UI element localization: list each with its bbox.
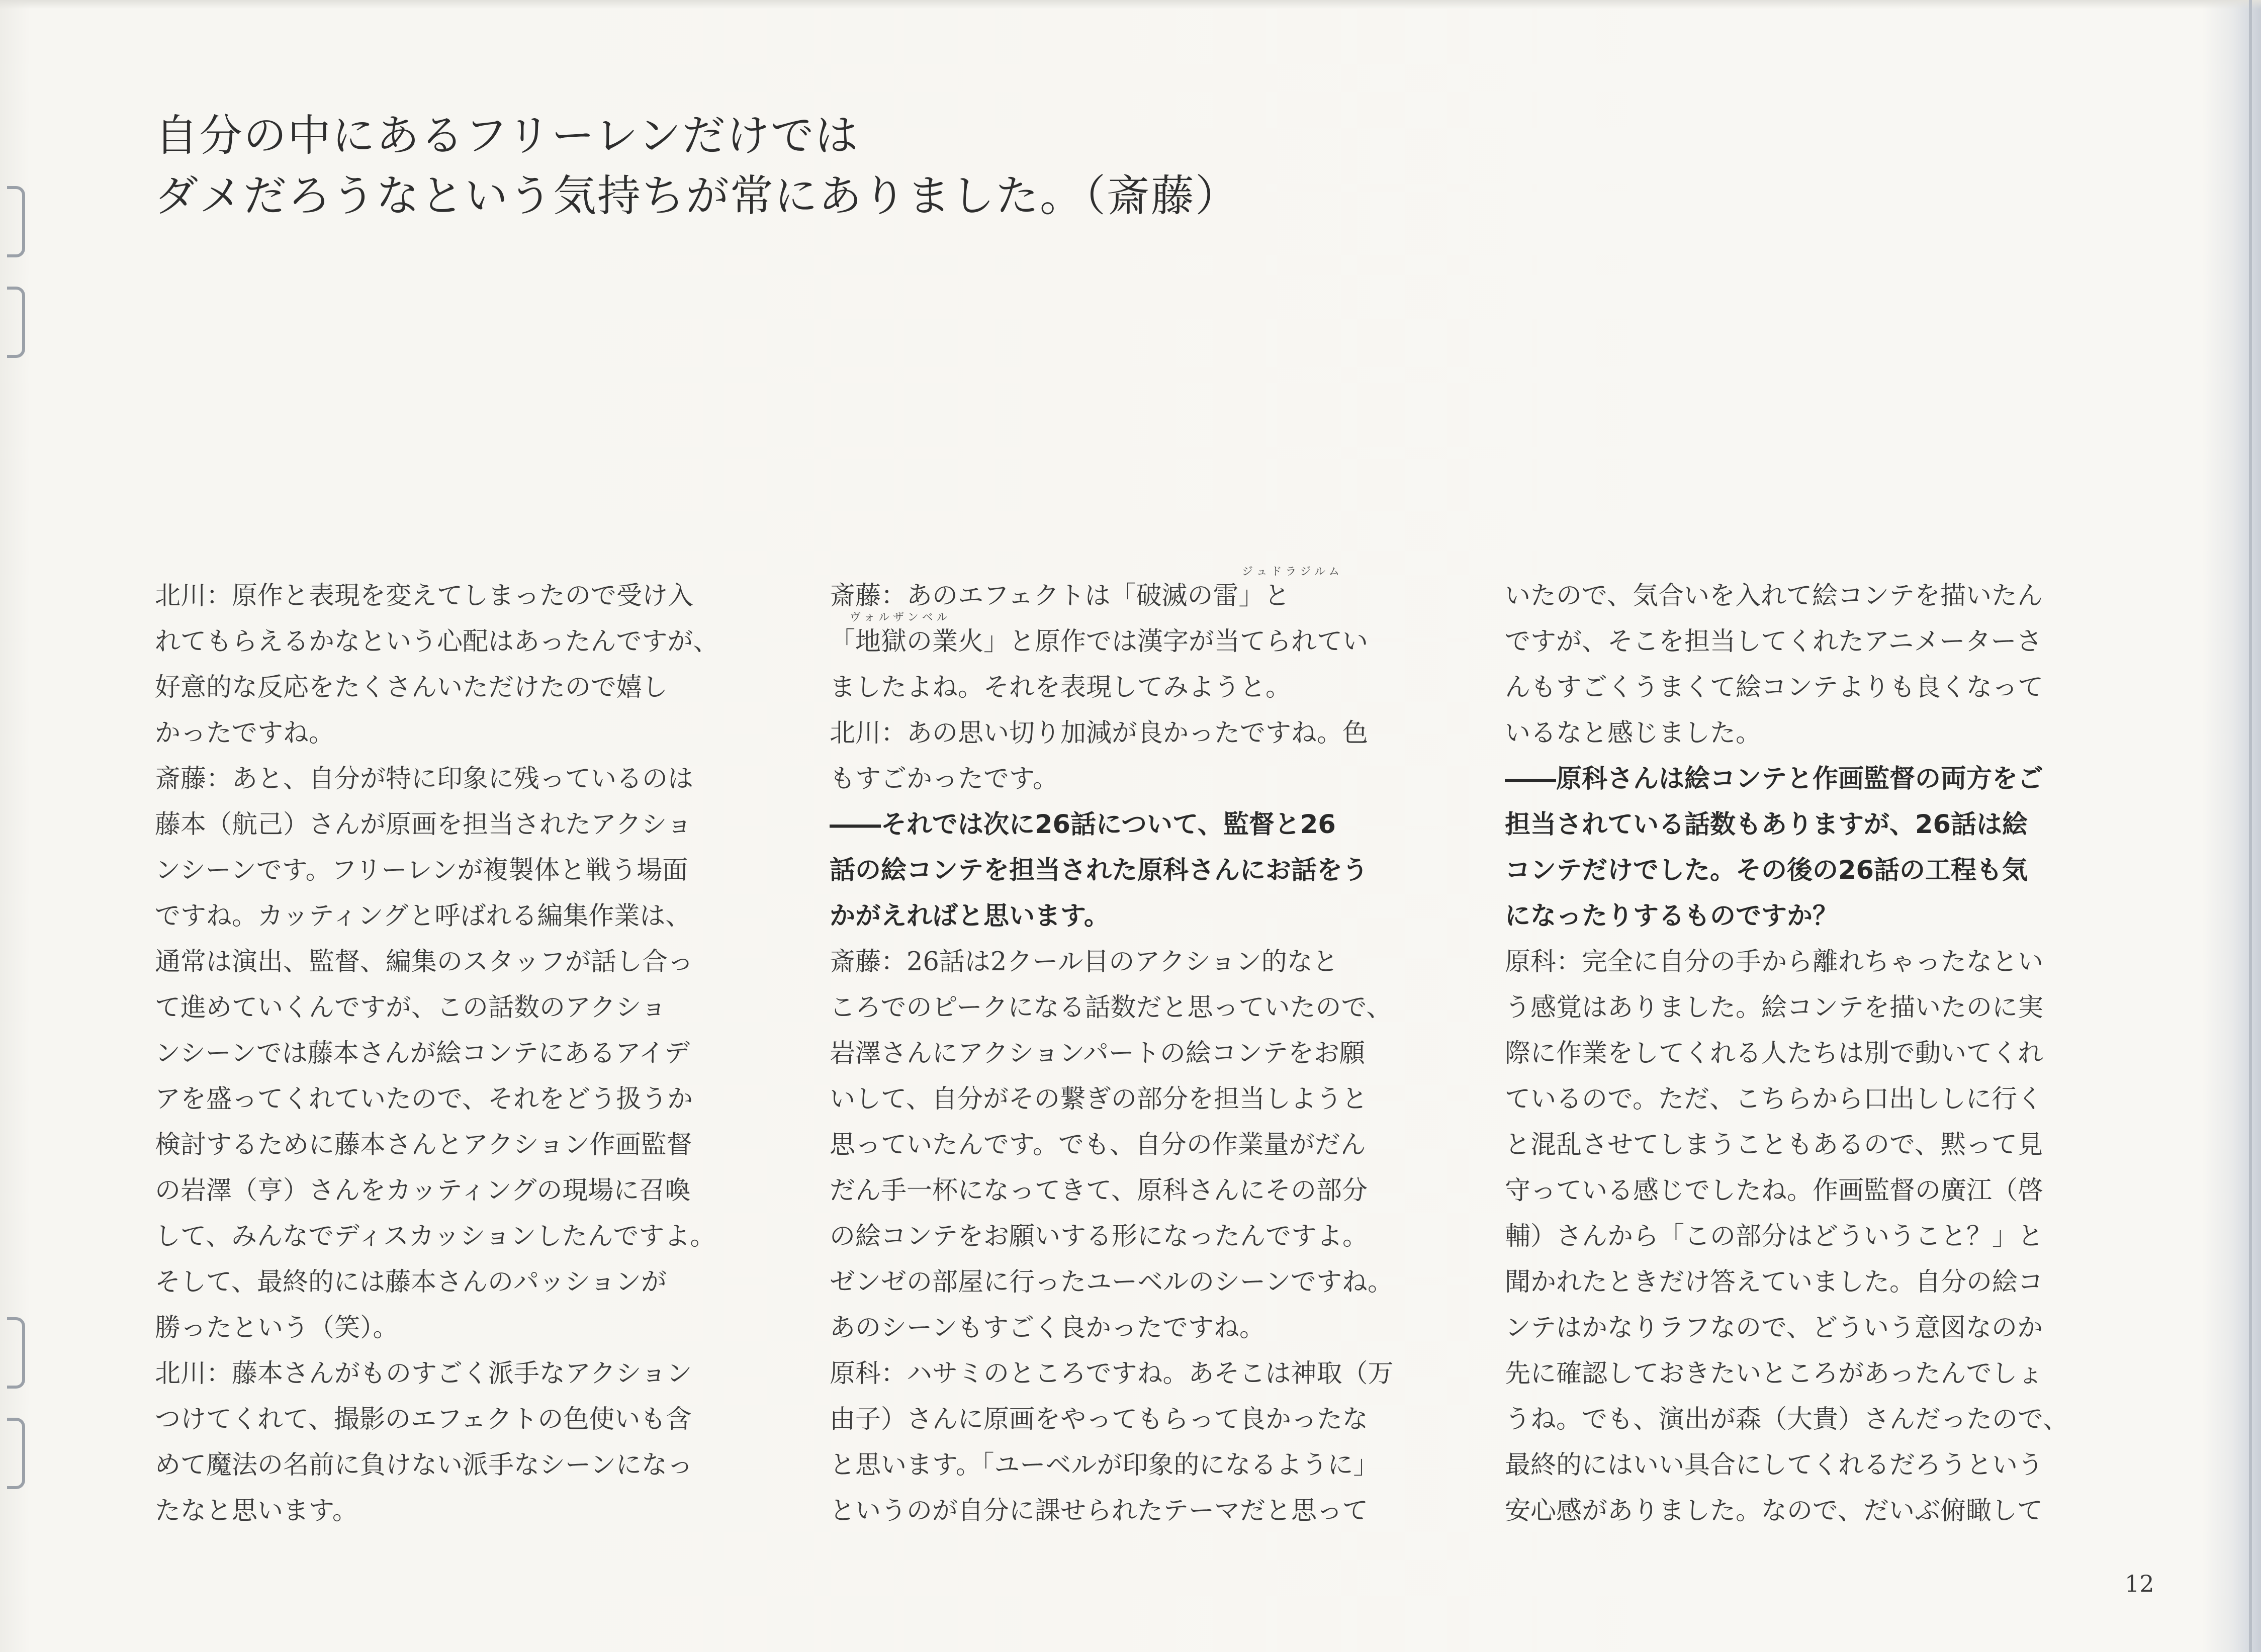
body-text-line: の岩澤（亨）さんをカッティングの現場に召喚 xyxy=(155,1176,691,1206)
interviewer-question-line: になったりするものですか？ xyxy=(1505,901,1839,931)
body-column-3 xyxy=(1505,573,2163,1534)
body-text-line: 「地獄の業火」と原作では漢字が当てられてい xyxy=(830,627,1369,657)
body-text-line: 思っていたんです。でも、自分の作業量がだん xyxy=(830,1130,1366,1160)
body-text-line: だん手一杯になってきて、原科さんにその部分 xyxy=(830,1176,1368,1206)
interviewer-question-line: ――原科さんは絵コンテと作画監督の両方をご xyxy=(1505,764,2044,794)
body-column-2 xyxy=(830,566,1488,1534)
body-text-line: 原科：ハサミのところですね。あそこは神取（万 xyxy=(830,1359,1394,1389)
body-text-line: ですね。カッティングと呼ばれる編集作業は、 xyxy=(155,901,691,931)
interviewer-question-line: 話の絵コンテを担当された原科さんにお話をう xyxy=(830,856,1369,885)
body-text-line: 北川：原作と表現を変えてしまったので受け入 xyxy=(155,581,694,611)
binding-staple-1 xyxy=(7,186,25,257)
body-text-line: んもすごくうまくて絵コンテよりも良くなって xyxy=(1505,673,2044,702)
body-text-line: して、みんなでディスカッションしたんですよ。 xyxy=(155,1222,716,1251)
headline-line-2: ダメだろうなという気持ちが常にありました。（斎藤） xyxy=(155,171,1239,221)
body-text-line: ンシーンです。フリーレンが複製体と戦う場面 xyxy=(155,856,688,885)
body-text-line: 勝ったという（笑）。 xyxy=(155,1313,399,1343)
body-text-line: 通常は演出、監督、編集のスタッフが話し合っ xyxy=(155,947,694,977)
body-text-line: というのが自分に課せられたテーマだと思って xyxy=(830,1496,1369,1526)
binding-staple-4 xyxy=(7,1418,25,1489)
interviewer-question-line: コンテだけでした。その後の26話の工程も気 xyxy=(1505,856,2028,885)
body-text-line: 斎藤：あと、自分が特に印象に残っているのは xyxy=(155,764,694,794)
body-text-line: そして、最終的には藤本さんのパッションが xyxy=(155,1267,667,1297)
body-text-line: 好意的な反応をたくさんいただけたので嬉し xyxy=(155,673,668,702)
body-text-line: 際に作業をしてくれる人たちは別で動いてくれ xyxy=(1505,1039,2044,1068)
body-text-line: たなと思います。 xyxy=(155,1496,358,1526)
body-text-line: ンシーンでは藤本さんが絵コンテにあるアイデ xyxy=(155,1039,690,1068)
body-text-line: れてもらえるかなという心配はあったんですが、 xyxy=(155,627,719,657)
body-text-line: ですが、そこを担当してくれたアニメーターさ xyxy=(1505,627,2042,657)
body-text-line: ましたよね。それを表現してみようと。 xyxy=(830,673,1292,702)
body-text-line: 北川：あの思い切り加減が良かったですね。色 xyxy=(830,718,1369,748)
furigana-ruby: ジュドラジルム xyxy=(1242,566,1343,578)
body-text-line: 斎藤：26話は2クール目のアクション的なと xyxy=(830,947,1338,977)
binding-staple-2 xyxy=(7,287,25,358)
binding-staple-3 xyxy=(7,1317,25,1389)
page-number: 12 xyxy=(2125,1570,2154,1597)
interviewer-question-line: かがえればと思います。 xyxy=(830,901,1110,931)
body-text-line: ンテはかなりラフなので、どういう意図なのか xyxy=(1505,1313,2043,1343)
body-text-line: 聞かれたときだけ答えていました。自分の絵コ xyxy=(1505,1267,2044,1297)
body-text-line: 斎藤：あのエフェクトは「破滅の雷」と xyxy=(830,581,1290,611)
body-text-line: 先に確認しておきたいところがあったんでしょ xyxy=(1505,1359,2043,1389)
body-text-line: の絵コンテをお願いする形になったんですよ。 xyxy=(830,1222,1369,1251)
page-right-edge xyxy=(2249,0,2252,1652)
body-text-line: かったですね。 xyxy=(155,718,335,748)
body-text-line: 藤本（航己）さんが原画を担当されたアクショ xyxy=(155,810,692,840)
page-top-edge xyxy=(0,0,2261,9)
body-column-1 xyxy=(155,573,813,1534)
body-text-line: 守っている感じでしたね。作画監督の廣江（啓 xyxy=(1505,1176,2044,1206)
body-text-line: 原科：完全に自分の手から離れちゃったなとい xyxy=(1505,947,2044,977)
body-text-line: もすごかったです。 xyxy=(830,764,1058,794)
body-text-line: 最終的にはいい具合にしてくれるだろうという xyxy=(1505,1450,2044,1480)
body-text-line: アを盛ってくれていたので、それをどう扱うか xyxy=(155,1084,693,1114)
body-text-line: ているので。ただ、こちらから口出ししに行く xyxy=(1505,1084,2043,1114)
furigana-ruby: ヴォルザンベル xyxy=(850,611,951,624)
body-text-line: う感覚はありました。絵コンテを描いたのに実 xyxy=(1505,993,2044,1023)
body-text-line: て進めていくんですが、この話数のアクショ xyxy=(155,993,667,1023)
body-text-line: あのシーンもすごく良かったですね。 xyxy=(830,1313,1265,1343)
body-text-line: いして、自分がその繋ぎの部分を担当しようと xyxy=(830,1084,1368,1114)
body-text-line: 岩澤さんにアクションパートの絵コンテをお願 xyxy=(830,1039,1365,1068)
interviewer-question-line: ――それでは次に26話について、監督と26 xyxy=(830,810,1336,840)
body-text-line: と思います。「ユーベルが印象的になるように」 xyxy=(830,1450,1379,1480)
body-text-line: 由子）さんに原画をやってもらって良かったな xyxy=(830,1405,1369,1434)
headline-line-1: 自分の中にあるフリーレンだけでは xyxy=(155,111,859,161)
body-text-line: 輔）さんから「この部分はどういうこと？」と xyxy=(1505,1222,2044,1251)
body-text-line: つけてくれて、撮影のエフェクトの色使いも含 xyxy=(155,1405,692,1434)
body-text-line: めて魔法の名前に負けない派手なシーンになっ xyxy=(155,1450,693,1480)
body-text-line: 安心感がありました。なので、だいぶ俯瞰して xyxy=(1505,1496,2043,1526)
body-text-line: 北川：藤本さんがものすごく派手なアクション xyxy=(155,1359,692,1389)
body-text-line: ころでのピークになる話数だと思っていたので、 xyxy=(830,993,1392,1023)
body-text-line: いるなと感じました。 xyxy=(1505,718,1762,748)
interview-headline xyxy=(155,106,1663,226)
body-text-line: 検討するために藤本さんとアクション作画監督 xyxy=(155,1130,692,1160)
body-text-line: いたので、気合いを入れて絵コンテを描いたん xyxy=(1505,581,2043,611)
interviewer-question-line: 担当されている話数もありますが、26話は絵 xyxy=(1505,810,2028,840)
body-text-line: と混乱させてしまうこともあるので、黙って見 xyxy=(1505,1130,2043,1160)
body-text-line: ゼンゼの部屋に行ったユーベルのシーンですね。 xyxy=(830,1267,1393,1297)
body-text-line: うね。でも、演出が森（大貴）さんだったので、 xyxy=(1505,1405,2068,1434)
